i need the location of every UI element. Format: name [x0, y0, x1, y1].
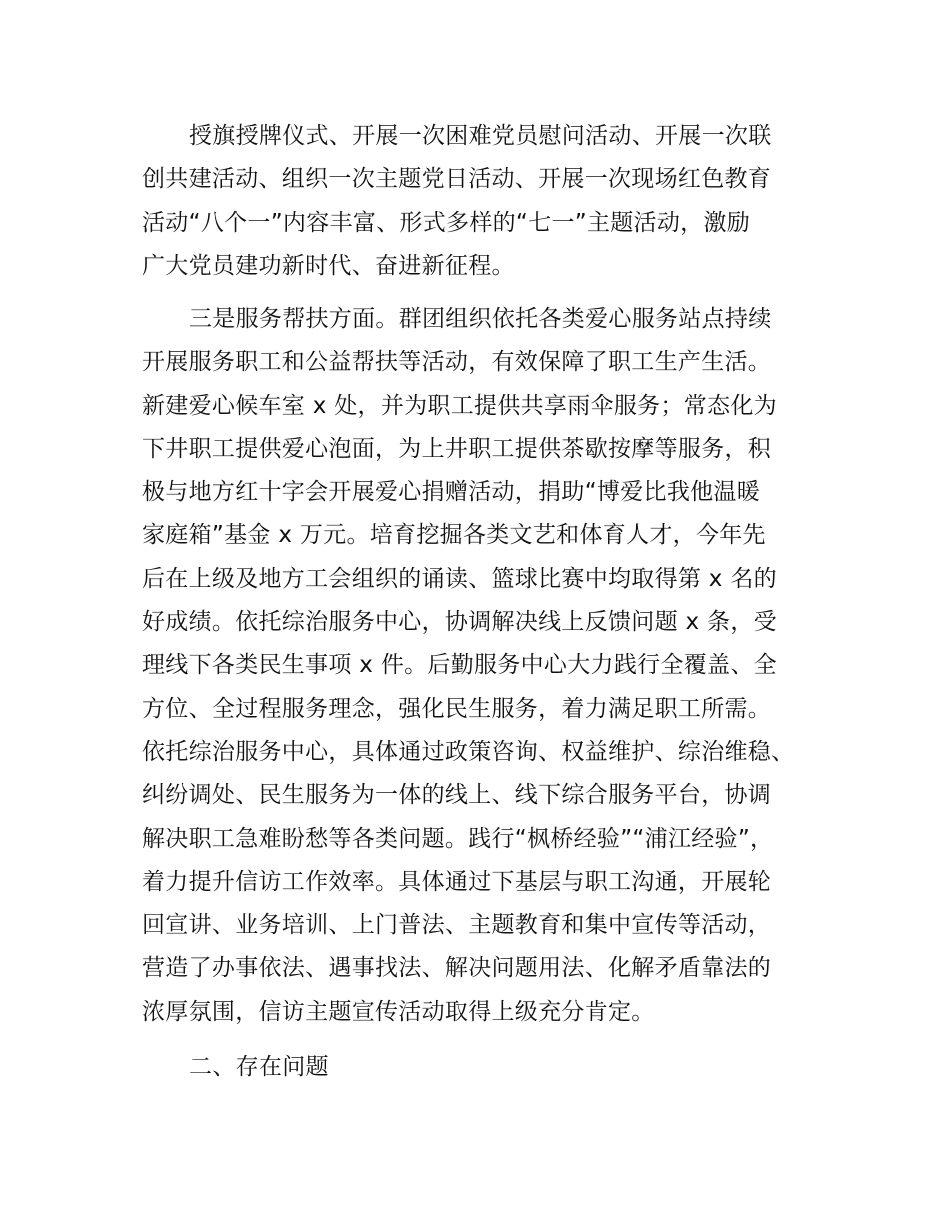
- paragraph-line: 方位、全过程服务理念，强化民生服务，着力满足职工所需。: [142, 695, 772, 722]
- paragraph-line: 好成绩。依托综治服务中心，协调解决线上反馈问题 x 条，受: [142, 609, 777, 636]
- paragraph-line: 广大党员建功新时代、奋进新征程。: [142, 252, 515, 279]
- paragraph-line: 创共建活动、组织一次主题党日活动、开展一次现场红色教育: [142, 166, 772, 193]
- paragraph-line: 解决职工急难盼愁等各类问题。践行“枫桥经验”“浦江经验”，: [142, 825, 774, 852]
- paragraph-line: 后在上级及地方工会组织的诵读、篮球比赛中均取得第 x 名的: [142, 565, 777, 592]
- paragraph-line: 活动“八个一”内容丰富、形式多样的“七一”主题活动，激励: [142, 209, 751, 236]
- paragraph-line: 营造了办事依法、遇事找法、解决问题用法、化解矛盾靠法的: [142, 955, 772, 982]
- paragraph-activities: [142, 115, 832, 288]
- paragraph-line: 新建爱心候车室 x 处，并为职工提供共享雨伞服务；常态化为: [142, 392, 777, 419]
- paragraph-line: 三是服务帮扶方面。群团组织依托各类爱心服务站点持续: [189, 306, 772, 332]
- paragraph-line: 着力提升信访工作效率。具体通过下基层与职工沟通，开展轮: [142, 868, 772, 895]
- paragraph-line: 极与地方红十字会开展爱心捐赠活动，捐助“博爱比我他温暖: [142, 479, 761, 506]
- paragraph-service-support: [142, 298, 832, 1034]
- paragraph-line: 理线下各类民生事项 x 件。后勤服务中心大力践行全覆盖、全: [142, 652, 777, 679]
- paragraph-line: 家庭箱”基金 x 万元。培育挖掘各类文艺和体育人才，今年先: [142, 522, 766, 549]
- paragraph-line: 依托综治服务中心，具体通过政策咨询、权益维护、综治维稳、: [142, 738, 795, 765]
- paragraph-line: 授旗授牌仪式、开展一次困难党员慰问活动、开展一次联: [189, 123, 772, 149]
- paragraph-line: 开展服务职工和公益帮扶等活动，有效保障了职工生产生活。: [142, 349, 772, 376]
- section-heading: [142, 1046, 832, 1089]
- paragraph-line: 回宣讲、业务培训、上门普法、主题教育和集中宣传等活动，: [142, 912, 772, 939]
- paragraph-line: 下井职工提供爱心泡面，为上井职工提供茶歇按摩等服务，积: [142, 435, 772, 462]
- paragraph-line: 浓厚氛围，信访主题宣传活动取得上级充分肯定。: [142, 998, 655, 1025]
- paragraph-line: 纠纷调处、民生服务为一体的线上、线下综合服务平台，协调: [142, 782, 772, 809]
- section-heading-text: 二、存在问题: [189, 1054, 329, 1080]
